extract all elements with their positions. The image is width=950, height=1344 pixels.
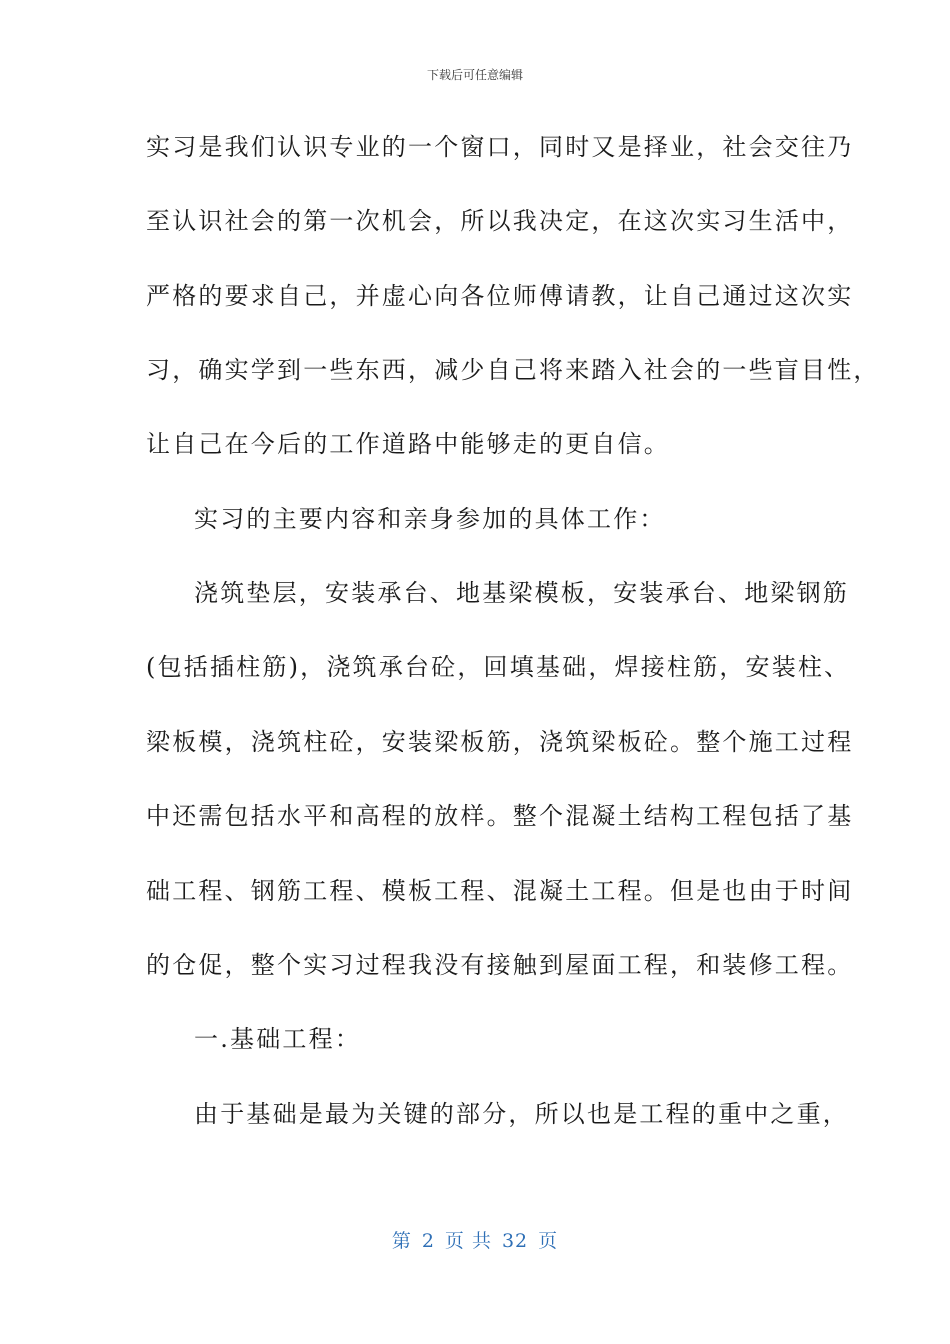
footer-total-pages: 32 — [501, 1230, 529, 1252]
body-line: 严格的要求自己，并虚心向各位师傅请教，让自己通过这次实 — [146, 282, 854, 310]
page-footer — [0, 1226, 950, 1253]
footer-page-number: 2 — [421, 1230, 435, 1252]
footer-suffix: 页 — [538, 1230, 559, 1252]
footer-middle: 页 共 — [444, 1230, 492, 1252]
body-line: 础工程、钢筋工程、模板工程、混凝土工程。但是也由于时间 — [146, 877, 854, 905]
body-line: 梁板模，浇筑柱砼，安装梁板筋，浇筑梁板砼。整个施工过程 — [146, 728, 854, 756]
body-line: 由于基础是最为关键的部分，所以也是工程的重中之重， — [194, 1100, 849, 1128]
body-line: 实习是我们认识专业的一个窗口，同时又是择业，社会交往乃 — [146, 133, 854, 161]
body-line: (包括插柱筋)，浇筑承台砼，回填基础，焊接柱筋，安装柱、 — [146, 653, 851, 681]
section-heading: 一.基础工程： — [194, 1025, 362, 1053]
body-line: 至认识社会的第一次机会，所以我决定，在这次实习生活中， — [146, 207, 854, 235]
body-line: 的仓促，整个实习过程我没有接触到屋面工程，和装修工程。 — [146, 951, 854, 979]
footer-prefix: 第 — [391, 1230, 412, 1252]
paragraph-heading: 实习的主要内容和亲身参加的具体工作： — [194, 505, 666, 533]
body-line: 习，确实学到一些东西，减少自己将来踏入社会的一些盲目性， — [146, 356, 880, 384]
body-line: 浇筑垫层，安装承台、地基梁模板，安装承台、地梁钢筋 — [194, 579, 849, 607]
header-note: 下载后可任意编辑 — [426, 68, 523, 82]
body-line: 中还需包括水平和高程的放样。整个混凝土结构工程包括了基 — [146, 802, 854, 830]
body-line: 让自己在今后的工作道路中能够走的更自信。 — [146, 430, 670, 458]
